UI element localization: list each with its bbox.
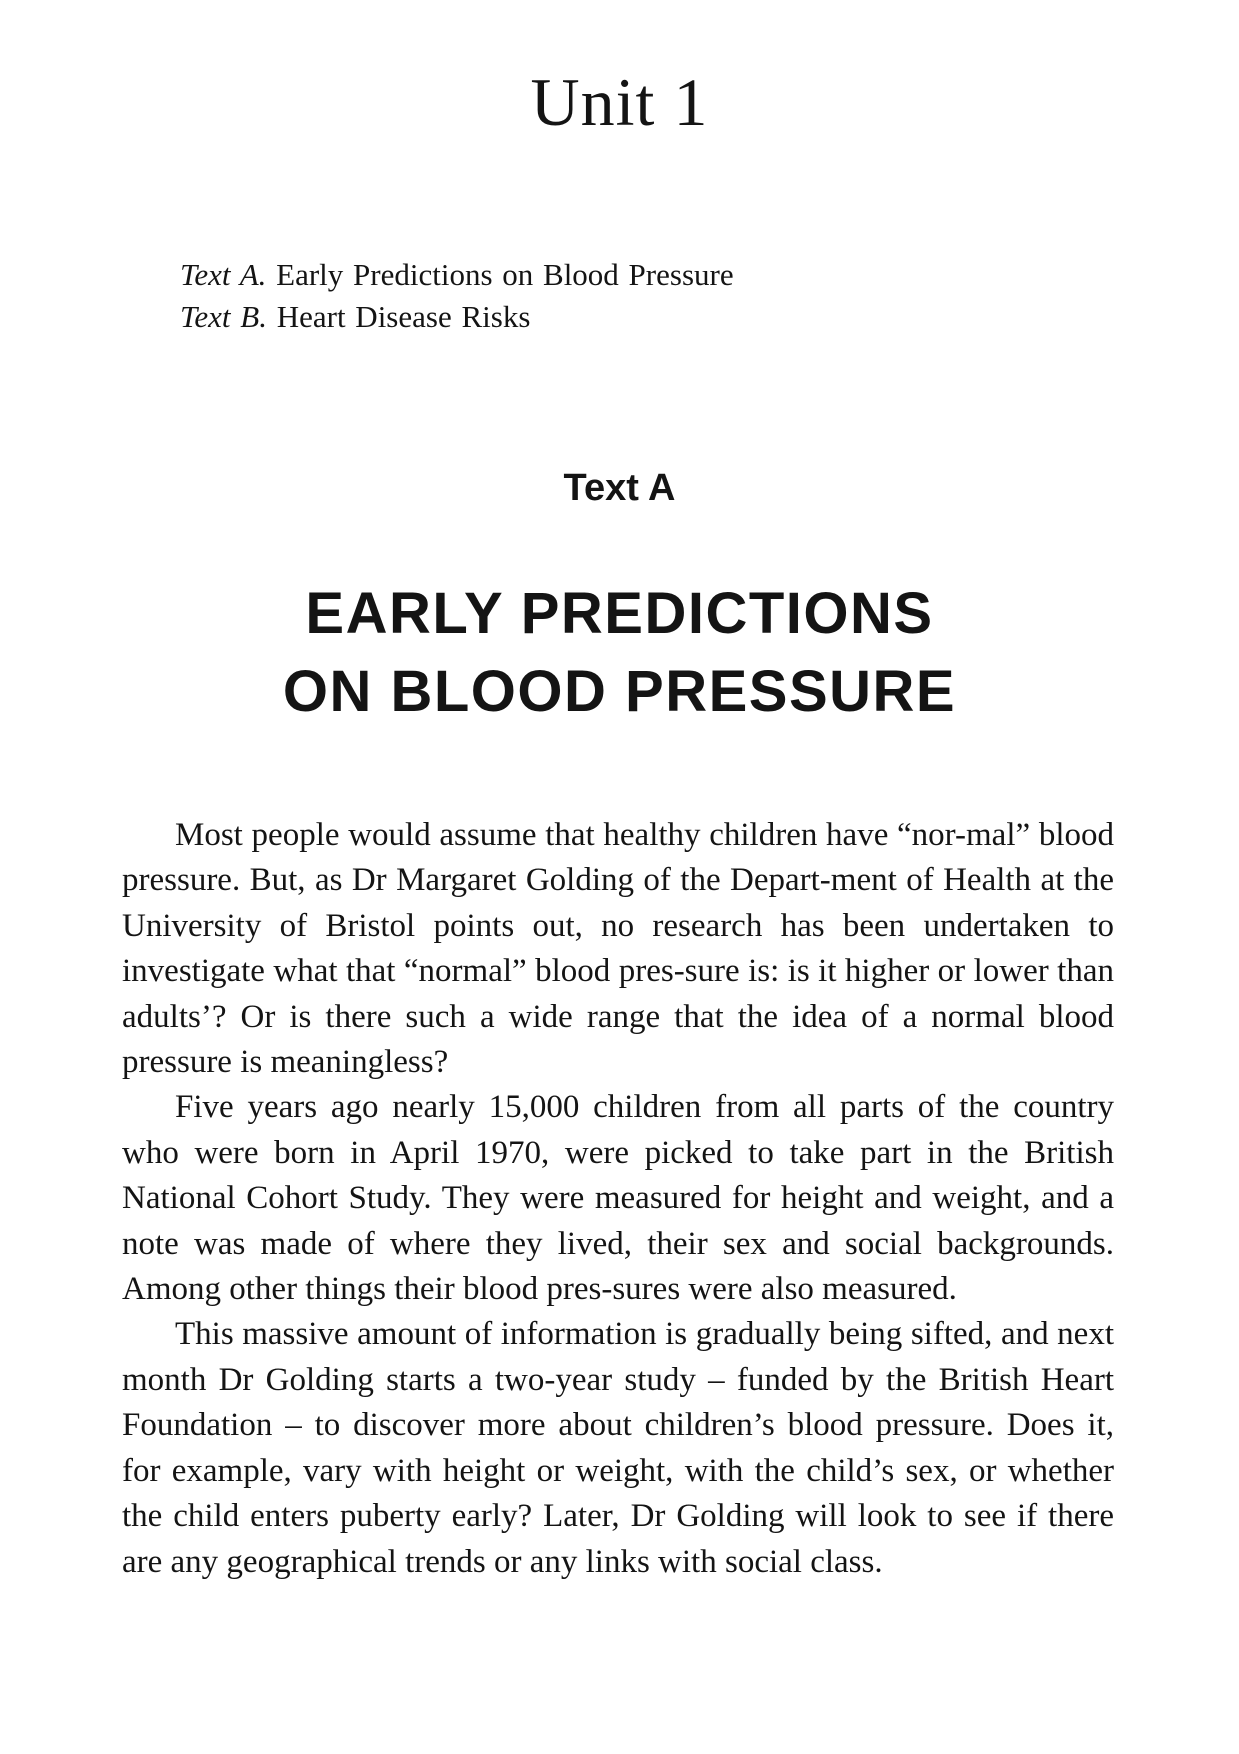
body-paragraph-3: This massive amount of information is gradually being sifted, and next month Dr Golding starts a two-year study – funded by the British Heart Foundation – to discover more about children’s blood pressure. Does it, for example, vary with height or weight, with the child’s sex, or whether the child enters puberty early? Later, Dr Golding will look to see if there are any geographical trends or any links with social class. xyxy=(122,1316,1114,1580)
contents-item-title: Early Predictions on Blood Pressure xyxy=(276,257,734,292)
article-body xyxy=(122,813,1114,1585)
unit-title: Unit 1 xyxy=(530,64,709,140)
unit-contents-list xyxy=(180,254,734,338)
article-title xyxy=(0,575,1239,731)
body-paragraph-1: Most people would assume that healthy children have “nor-mal” blood pressure. But, as Dr Margaret Golding of the Depart-ment of Health at the University of Bristol points out, no research has been undertaken to investigate what that “normal” blood pres-sure is: is it higher or lower than adults’? Or is there such a wide range that the idea of a normal blood pressure is meaningless? xyxy=(122,817,1114,1081)
article-title-line-1: EARLY PREDICTIONS xyxy=(305,581,934,646)
section-heading: Text A xyxy=(563,467,676,509)
contents-item-text-b xyxy=(180,296,734,338)
contents-item-title: Heart Disease Risks xyxy=(276,299,531,334)
contents-item-label: Text A. xyxy=(180,257,267,292)
contents-item-text-a xyxy=(180,254,734,296)
contents-item-label: Text B. xyxy=(180,299,267,334)
article-title-line-2: ON BLOOD PRESSURE xyxy=(282,659,957,724)
body-paragraph-2: Five years ago nearly 15,000 children from all parts of the country who were born in April 1970, were picked to take part in the British National Cohort Study. They were measured for height and weight, and a note was made of where they lived, their sex and social backgrounds. Among other things their blood pres-sures were also measured. xyxy=(122,1089,1114,1308)
